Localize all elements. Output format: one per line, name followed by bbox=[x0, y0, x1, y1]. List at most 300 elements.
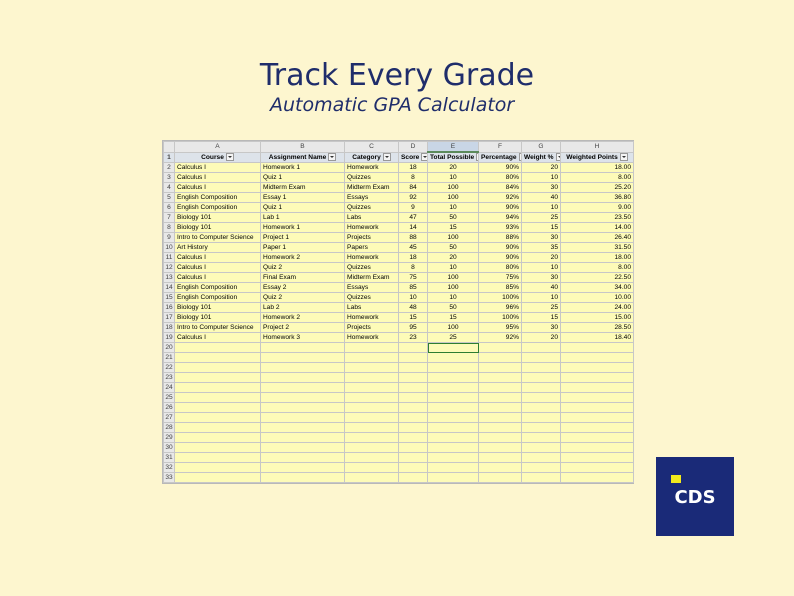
table-cell[interactable]: Art History bbox=[175, 243, 261, 253]
empty-cell[interactable] bbox=[399, 393, 428, 403]
row-number[interactable]: 24 bbox=[165, 384, 173, 391]
table-cell[interactable]: 15.00 bbox=[561, 313, 634, 323]
row-number[interactable]: 8 bbox=[164, 223, 175, 233]
table-cell[interactable]: Homework bbox=[345, 253, 399, 263]
table-cell[interactable]: 14.00 bbox=[561, 223, 634, 233]
empty-cell[interactable] bbox=[261, 403, 345, 413]
table-cell[interactable]: Quizzes bbox=[345, 203, 399, 213]
table-cell[interactable]: 15 bbox=[522, 313, 561, 323]
row-number[interactable]: 7 bbox=[164, 213, 175, 223]
select-all-corner[interactable] bbox=[164, 142, 175, 153]
empty-cell[interactable] bbox=[175, 443, 261, 453]
table-cell[interactable]: 10 bbox=[428, 173, 479, 183]
empty-cell[interactable] bbox=[261, 443, 345, 453]
column-header-cell[interactable] bbox=[345, 152, 399, 163]
empty-cell[interactable] bbox=[175, 403, 261, 413]
empty-cell[interactable] bbox=[261, 413, 345, 423]
empty-cell[interactable] bbox=[428, 433, 479, 443]
empty-cell[interactable] bbox=[175, 343, 261, 353]
row-number[interactable]: 2 bbox=[164, 163, 175, 173]
empty-cell[interactable] bbox=[175, 473, 261, 483]
filter-dropdown-icon[interactable] bbox=[226, 153, 234, 161]
empty-cell[interactable] bbox=[428, 363, 479, 373]
table-cell[interactable]: English Composition bbox=[175, 293, 261, 303]
empty-cell[interactable] bbox=[175, 383, 261, 393]
filter-dropdown-icon[interactable] bbox=[620, 153, 628, 161]
empty-cell[interactable] bbox=[522, 473, 561, 483]
table-cell[interactable]: 90% bbox=[479, 243, 522, 253]
table-cell[interactable]: 18.00 bbox=[561, 253, 634, 263]
table-cell[interactable]: Final Exam bbox=[261, 273, 345, 283]
table-cell[interactable]: 92 bbox=[399, 193, 428, 203]
row-number[interactable]: 21 bbox=[165, 354, 173, 361]
table-cell[interactable]: 10 bbox=[428, 263, 479, 273]
empty-cell[interactable] bbox=[399, 353, 428, 363]
row-number[interactable]: 25 bbox=[165, 394, 173, 401]
table-cell[interactable]: Homework bbox=[345, 163, 399, 173]
table-cell[interactable]: 100 bbox=[428, 323, 479, 333]
empty-cell[interactable] bbox=[561, 453, 634, 463]
empty-cell[interactable] bbox=[261, 433, 345, 443]
table-cell[interactable]: 31.50 bbox=[561, 243, 634, 253]
table-cell[interactable]: 30 bbox=[522, 273, 561, 283]
row-number[interactable]: 30 bbox=[165, 444, 173, 451]
column-header-h[interactable]: H bbox=[561, 142, 634, 153]
table-cell[interactable]: 40 bbox=[522, 193, 561, 203]
empty-cell[interactable] bbox=[522, 373, 561, 383]
column-header-cell[interactable] bbox=[175, 152, 261, 163]
table-cell[interactable]: Homework 2 bbox=[261, 313, 345, 323]
empty-cell[interactable] bbox=[175, 463, 261, 473]
table-cell[interactable]: Homework bbox=[345, 333, 399, 343]
table-cell[interactable]: Essays bbox=[345, 283, 399, 293]
table-cell[interactable]: 30 bbox=[522, 233, 561, 243]
table-cell[interactable]: 50 bbox=[428, 213, 479, 223]
empty-cell[interactable] bbox=[175, 363, 261, 373]
table-cell[interactable]: Lab 2 bbox=[261, 303, 345, 313]
empty-cell[interactable] bbox=[175, 453, 261, 463]
table-cell[interactable]: Homework 2 bbox=[261, 253, 345, 263]
empty-cell[interactable] bbox=[428, 453, 479, 463]
empty-cell[interactable] bbox=[399, 443, 428, 453]
row-number[interactable]: 32 bbox=[165, 464, 173, 471]
column-header-cell[interactable] bbox=[428, 152, 479, 163]
table-cell[interactable]: 20 bbox=[428, 163, 479, 173]
table-cell[interactable]: 34.00 bbox=[561, 283, 634, 293]
table-cell[interactable]: 75 bbox=[399, 273, 428, 283]
table-cell[interactable]: 100 bbox=[428, 283, 479, 293]
table-cell[interactable]: English Composition bbox=[175, 203, 261, 213]
row-number[interactable]: 22 bbox=[165, 364, 173, 371]
table-cell[interactable]: Essay 1 bbox=[261, 193, 345, 203]
empty-cell[interactable] bbox=[522, 453, 561, 463]
table-cell[interactable]: English Composition bbox=[175, 193, 261, 203]
empty-cell[interactable] bbox=[175, 373, 261, 383]
table-cell[interactable]: 85% bbox=[479, 283, 522, 293]
row-number[interactable]: 26 bbox=[165, 404, 173, 411]
empty-cell[interactable] bbox=[479, 463, 522, 473]
empty-cell[interactable] bbox=[175, 413, 261, 423]
empty-cell[interactable] bbox=[561, 353, 634, 363]
table-cell[interactable]: 94% bbox=[479, 213, 522, 223]
row-number[interactable]: 31 bbox=[165, 454, 173, 461]
empty-cell[interactable] bbox=[561, 433, 634, 443]
table-cell[interactable]: 9.00 bbox=[561, 203, 634, 213]
column-header-cell[interactable] bbox=[561, 152, 634, 163]
table-cell[interactable]: 28.50 bbox=[561, 323, 634, 333]
empty-cell[interactable] bbox=[561, 363, 634, 373]
row-number[interactable]: 14 bbox=[165, 284, 173, 291]
table-cell[interactable]: Quiz 1 bbox=[261, 203, 345, 213]
table-cell[interactable]: Midterm Exam bbox=[345, 273, 399, 283]
row-number[interactable]: 18 bbox=[165, 324, 173, 331]
table-cell[interactable]: 14 bbox=[399, 223, 428, 233]
empty-cell[interactable] bbox=[561, 403, 634, 413]
column-header-cell[interactable] bbox=[399, 152, 428, 163]
table-cell[interactable]: Calculus I bbox=[175, 173, 261, 183]
table-cell[interactable]: 36.80 bbox=[561, 193, 634, 203]
empty-cell[interactable] bbox=[428, 403, 479, 413]
row-number[interactable]: 11 bbox=[164, 253, 175, 263]
empty-cell[interactable] bbox=[261, 343, 345, 353]
table-cell[interactable]: Labs bbox=[345, 213, 399, 223]
table-cell[interactable]: 48 bbox=[399, 303, 428, 313]
empty-cell[interactable] bbox=[561, 463, 634, 473]
empty-cell[interactable] bbox=[428, 373, 479, 383]
table-cell[interactable]: 10 bbox=[399, 293, 428, 303]
empty-cell[interactable] bbox=[345, 403, 399, 413]
empty-cell[interactable] bbox=[428, 393, 479, 403]
table-cell[interactable]: Project 1 bbox=[261, 233, 345, 243]
empty-cell[interactable] bbox=[345, 353, 399, 363]
table-cell[interactable]: 25.20 bbox=[561, 183, 634, 193]
row-number[interactable]: 17 bbox=[165, 314, 173, 321]
table-cell[interactable]: Quiz 2 bbox=[261, 263, 345, 273]
table-cell[interactable]: 84 bbox=[399, 183, 428, 193]
empty-cell[interactable] bbox=[561, 373, 634, 383]
table-cell[interactable]: Midterm Exam bbox=[261, 183, 345, 193]
table-cell[interactable]: 100 bbox=[428, 183, 479, 193]
table-cell[interactable]: Labs bbox=[345, 303, 399, 313]
empty-cell[interactable] bbox=[399, 403, 428, 413]
empty-cell[interactable] bbox=[522, 463, 561, 473]
table-cell[interactable]: Projects bbox=[345, 323, 399, 333]
empty-cell[interactable] bbox=[175, 433, 261, 443]
table-cell[interactable]: 18.00 bbox=[561, 163, 634, 173]
empty-cell[interactable] bbox=[428, 463, 479, 473]
empty-cell[interactable] bbox=[522, 393, 561, 403]
table-cell[interactable]: Homework 1 bbox=[261, 163, 345, 173]
empty-cell[interactable] bbox=[345, 463, 399, 473]
table-cell[interactable]: 50 bbox=[428, 243, 479, 253]
table-cell[interactable]: Quizzes bbox=[345, 263, 399, 273]
table-cell[interactable]: 93% bbox=[479, 223, 522, 233]
empty-cell[interactable] bbox=[479, 433, 522, 443]
table-cell[interactable]: 88 bbox=[399, 233, 428, 243]
table-cell[interactable]: 96% bbox=[479, 303, 522, 313]
empty-cell[interactable] bbox=[479, 453, 522, 463]
column-header-cell[interactable] bbox=[261, 152, 345, 163]
empty-cell[interactable] bbox=[428, 423, 479, 433]
table-cell[interactable]: 85 bbox=[399, 283, 428, 293]
table-cell[interactable]: 20 bbox=[522, 163, 561, 173]
table-cell[interactable]: 20 bbox=[428, 253, 479, 263]
table-cell[interactable]: 23 bbox=[399, 333, 428, 343]
empty-cell[interactable] bbox=[399, 423, 428, 433]
table-cell[interactable]: Calculus I bbox=[175, 263, 261, 273]
column-header-a[interactable]: A bbox=[175, 142, 261, 153]
row-number[interactable]: 13 bbox=[165, 274, 173, 281]
empty-cell[interactable] bbox=[261, 473, 345, 483]
table-cell[interactable]: 15 bbox=[522, 223, 561, 233]
row-number[interactable]: 6 bbox=[164, 203, 175, 213]
table-cell[interactable]: 18.40 bbox=[561, 333, 634, 343]
empty-cell[interactable] bbox=[261, 363, 345, 373]
row-number[interactable]: 27 bbox=[165, 414, 173, 421]
table-cell[interactable]: 47 bbox=[399, 213, 428, 223]
empty-cell[interactable] bbox=[561, 393, 634, 403]
table-cell[interactable]: 10 bbox=[522, 173, 561, 183]
empty-cell[interactable] bbox=[428, 443, 479, 453]
table-cell[interactable]: Homework 1 bbox=[261, 223, 345, 233]
empty-cell[interactable] bbox=[175, 353, 261, 363]
empty-cell[interactable] bbox=[522, 363, 561, 373]
table-cell[interactable]: Projects bbox=[345, 233, 399, 243]
empty-cell[interactable] bbox=[399, 343, 428, 353]
empty-cell[interactable] bbox=[399, 413, 428, 423]
column-header-d[interactable]: D bbox=[399, 142, 428, 153]
empty-cell[interactable] bbox=[345, 383, 399, 393]
table-cell[interactable]: 100 bbox=[428, 233, 479, 243]
empty-cell[interactable] bbox=[479, 413, 522, 423]
table-cell[interactable]: Quizzes bbox=[345, 293, 399, 303]
table-cell[interactable]: 90% bbox=[479, 203, 522, 213]
empty-cell[interactable] bbox=[522, 403, 561, 413]
row-number[interactable]: 20 bbox=[165, 344, 173, 351]
table-cell[interactable]: Biology 101 bbox=[175, 313, 261, 323]
row-number[interactable]: 15 bbox=[165, 294, 173, 301]
empty-cell[interactable] bbox=[399, 463, 428, 473]
table-cell[interactable]: Biology 101 bbox=[175, 213, 261, 223]
table-cell[interactable]: 10 bbox=[428, 293, 479, 303]
column-header-c[interactable]: C bbox=[345, 142, 399, 153]
table-cell[interactable]: Homework bbox=[345, 313, 399, 323]
empty-cell[interactable] bbox=[345, 433, 399, 443]
table-cell[interactable]: 30 bbox=[522, 183, 561, 193]
table-cell[interactable]: 25 bbox=[428, 333, 479, 343]
empty-cell[interactable] bbox=[261, 423, 345, 433]
empty-cell[interactable] bbox=[399, 453, 428, 463]
empty-cell[interactable] bbox=[479, 343, 522, 353]
empty-cell[interactable] bbox=[479, 353, 522, 363]
column-header-g[interactable]: G bbox=[522, 142, 561, 153]
table-cell[interactable]: Calculus I bbox=[175, 253, 261, 263]
empty-cell[interactable] bbox=[428, 383, 479, 393]
table-cell[interactable]: 80% bbox=[479, 263, 522, 273]
empty-cell[interactable] bbox=[345, 363, 399, 373]
empty-cell[interactable] bbox=[261, 383, 345, 393]
empty-cell[interactable] bbox=[175, 393, 261, 403]
empty-cell[interactable] bbox=[428, 353, 479, 363]
empty-cell[interactable] bbox=[479, 443, 522, 453]
empty-cell[interactable] bbox=[399, 433, 428, 443]
empty-cell[interactable] bbox=[399, 373, 428, 383]
table-cell[interactable]: 50 bbox=[428, 303, 479, 313]
empty-cell[interactable] bbox=[479, 383, 522, 393]
table-cell[interactable]: 20 bbox=[522, 253, 561, 263]
table-cell[interactable]: 84% bbox=[479, 183, 522, 193]
table-cell[interactable]: Lab 1 bbox=[261, 213, 345, 223]
table-cell[interactable]: 26.40 bbox=[561, 233, 634, 243]
table-cell[interactable]: 40 bbox=[522, 283, 561, 293]
table-cell[interactable]: Homework bbox=[345, 223, 399, 233]
empty-cell[interactable] bbox=[345, 413, 399, 423]
empty-cell[interactable] bbox=[522, 383, 561, 393]
empty-cell[interactable] bbox=[345, 423, 399, 433]
table-cell[interactable]: 8.00 bbox=[561, 263, 634, 273]
empty-cell[interactable] bbox=[345, 473, 399, 483]
empty-cell[interactable] bbox=[561, 343, 634, 353]
empty-cell[interactable] bbox=[561, 473, 634, 483]
empty-cell[interactable] bbox=[261, 373, 345, 383]
row-number[interactable]: 29 bbox=[165, 434, 173, 441]
table-cell[interactable]: 95 bbox=[399, 323, 428, 333]
row-number[interactable]: 16 bbox=[165, 304, 173, 311]
empty-cell[interactable] bbox=[561, 413, 634, 423]
table-cell[interactable]: Calculus I bbox=[175, 183, 261, 193]
empty-cell[interactable] bbox=[399, 383, 428, 393]
table-cell[interactable]: 95% bbox=[479, 323, 522, 333]
empty-cell[interactable] bbox=[479, 423, 522, 433]
table-cell[interactable]: 9 bbox=[399, 203, 428, 213]
row-number[interactable]: 33 bbox=[165, 474, 173, 481]
table-cell[interactable]: Paper 1 bbox=[261, 243, 345, 253]
empty-cell[interactable] bbox=[345, 343, 399, 353]
selected-cell[interactable] bbox=[428, 343, 479, 353]
table-cell[interactable]: 45 bbox=[399, 243, 428, 253]
table-cell[interactable]: Homework 3 bbox=[261, 333, 345, 343]
empty-cell[interactable] bbox=[261, 453, 345, 463]
table-cell[interactable]: 10 bbox=[522, 203, 561, 213]
table-cell[interactable]: 100% bbox=[479, 293, 522, 303]
table-cell[interactable]: 100% bbox=[479, 313, 522, 323]
column-header-e[interactable]: E bbox=[428, 142, 479, 153]
filter-dropdown-icon[interactable] bbox=[328, 153, 336, 161]
table-cell[interactable]: 80% bbox=[479, 173, 522, 183]
table-cell[interactable]: 15 bbox=[428, 313, 479, 323]
table-cell[interactable]: Essays bbox=[345, 193, 399, 203]
empty-cell[interactable] bbox=[399, 363, 428, 373]
row-number[interactable]: 5 bbox=[164, 193, 175, 203]
column-header-cell[interactable] bbox=[522, 152, 561, 163]
table-cell[interactable]: Quiz 2 bbox=[261, 293, 345, 303]
empty-cell[interactable] bbox=[522, 443, 561, 453]
table-cell[interactable]: 10 bbox=[522, 263, 561, 273]
row-number[interactable]: 3 bbox=[164, 173, 175, 183]
filter-dropdown-icon[interactable] bbox=[383, 153, 391, 161]
row-number[interactable]: 12 bbox=[165, 264, 173, 271]
empty-cell[interactable] bbox=[561, 423, 634, 433]
table-cell[interactable]: 88% bbox=[479, 233, 522, 243]
empty-cell[interactable] bbox=[479, 373, 522, 383]
empty-cell[interactable] bbox=[261, 463, 345, 473]
table-cell[interactable]: 18 bbox=[399, 163, 428, 173]
table-cell[interactable]: 30 bbox=[522, 323, 561, 333]
table-cell[interactable]: 92% bbox=[479, 333, 522, 343]
table-cell[interactable]: Biology 101 bbox=[175, 303, 261, 313]
empty-cell[interactable] bbox=[522, 423, 561, 433]
table-cell[interactable]: 90% bbox=[479, 163, 522, 173]
empty-cell[interactable] bbox=[345, 393, 399, 403]
row-number[interactable]: 9 bbox=[164, 233, 175, 243]
table-cell[interactable]: Calculus I bbox=[175, 333, 261, 343]
table-cell[interactable]: 92% bbox=[479, 193, 522, 203]
empty-cell[interactable] bbox=[479, 473, 522, 483]
table-cell[interactable]: 100 bbox=[428, 193, 479, 203]
table-cell[interactable]: 10 bbox=[428, 203, 479, 213]
empty-cell[interactable] bbox=[479, 393, 522, 403]
table-cell[interactable]: 100 bbox=[428, 273, 479, 283]
table-cell[interactable]: 10 bbox=[522, 293, 561, 303]
column-header-cell[interactable] bbox=[479, 152, 522, 163]
table-cell[interactable]: Intro to Computer Science bbox=[175, 323, 261, 333]
row-number[interactable]: 28 bbox=[165, 424, 173, 431]
table-cell[interactable]: 8.00 bbox=[561, 173, 634, 183]
table-cell[interactable]: Midterm Exam bbox=[345, 183, 399, 193]
table-cell[interactable]: Essay 2 bbox=[261, 283, 345, 293]
empty-cell[interactable] bbox=[522, 433, 561, 443]
empty-cell[interactable] bbox=[428, 413, 479, 423]
table-cell[interactable]: 8 bbox=[399, 173, 428, 183]
row-number[interactable]: 1 bbox=[164, 152, 175, 163]
table-cell[interactable]: 90% bbox=[479, 253, 522, 263]
table-cell[interactable]: 8 bbox=[399, 263, 428, 273]
row-number[interactable]: 19 bbox=[165, 334, 173, 341]
table-cell[interactable]: Project 2 bbox=[261, 323, 345, 333]
table-cell[interactable]: 25 bbox=[522, 213, 561, 223]
spreadsheet[interactable] bbox=[162, 140, 634, 484]
empty-cell[interactable] bbox=[345, 373, 399, 383]
table-cell[interactable]: 20 bbox=[522, 333, 561, 343]
empty-cell[interactable] bbox=[345, 443, 399, 453]
column-header-f[interactable]: F bbox=[479, 142, 522, 153]
table-cell[interactable]: English Composition bbox=[175, 283, 261, 293]
table-cell[interactable]: 15 bbox=[399, 313, 428, 323]
column-header-b[interactable]: B bbox=[261, 142, 345, 153]
table-cell[interactable]: Calculus I bbox=[175, 163, 261, 173]
empty-cell[interactable] bbox=[261, 353, 345, 363]
empty-cell[interactable] bbox=[479, 403, 522, 413]
empty-cell[interactable] bbox=[428, 473, 479, 483]
empty-cell[interactable] bbox=[522, 353, 561, 363]
empty-cell[interactable] bbox=[175, 423, 261, 433]
empty-cell[interactable] bbox=[261, 393, 345, 403]
table-cell[interactable]: Biology 101 bbox=[175, 223, 261, 233]
table-cell[interactable]: 25 bbox=[522, 303, 561, 313]
table-cell[interactable]: 23.50 bbox=[561, 213, 634, 223]
empty-cell[interactable] bbox=[345, 453, 399, 463]
table-cell[interactable]: 35 bbox=[522, 243, 561, 253]
empty-cell[interactable] bbox=[561, 443, 634, 453]
table-cell[interactable]: Quiz 1 bbox=[261, 173, 345, 183]
empty-cell[interactable] bbox=[522, 413, 561, 423]
table-cell[interactable]: 75% bbox=[479, 273, 522, 283]
table-cell[interactable]: 15 bbox=[428, 223, 479, 233]
table-cell[interactable]: 18 bbox=[399, 253, 428, 263]
table-cell[interactable]: Quizzes bbox=[345, 173, 399, 183]
row-number[interactable]: 4 bbox=[164, 183, 175, 193]
table-cell[interactable]: Calculus I bbox=[175, 273, 261, 283]
